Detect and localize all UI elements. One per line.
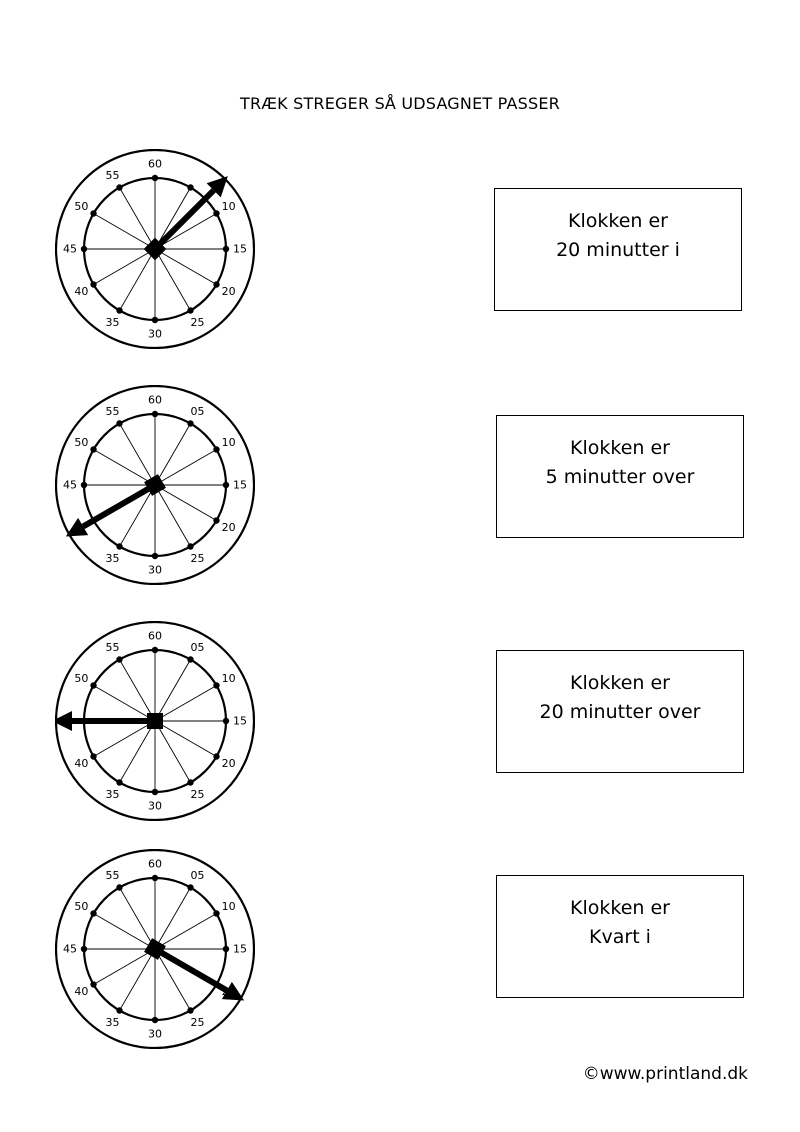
clock-label: 55 <box>105 640 120 654</box>
statement-box-2 <box>496 415 744 538</box>
clock-spoke <box>120 888 156 949</box>
clock-spoke <box>120 660 156 721</box>
clock-spoke <box>155 485 216 521</box>
clock-dot <box>223 246 229 252</box>
clock-4 <box>55 849 255 1049</box>
statement-line-2: 20 minutter i <box>556 239 680 261</box>
clock-label: 25 <box>190 1016 205 1030</box>
clock-spoke <box>155 721 216 757</box>
clock-hand-arrowhead <box>55 711 72 731</box>
clock-dot <box>81 246 87 252</box>
clock-label: 25 <box>190 316 205 330</box>
clock-label: 10 <box>221 200 236 213</box>
clock-label: 20 <box>221 285 236 298</box>
clock-dot <box>223 718 229 724</box>
clock-label: 10 <box>221 436 236 449</box>
statement-line-2: 20 minutter over <box>539 701 701 723</box>
clock-dot <box>116 420 122 426</box>
clock-label: 30 <box>148 799 162 813</box>
clock-spoke <box>94 914 155 950</box>
clock-label: 60 <box>148 393 162 407</box>
clock-dot <box>213 517 219 523</box>
clock-spoke <box>155 660 191 721</box>
clock-spoke <box>155 424 191 485</box>
clock-label: 25 <box>190 552 205 566</box>
statement-line-2: Kvart i <box>589 926 651 948</box>
clock-face-svg <box>55 621 255 821</box>
clock-face-svg <box>55 385 255 585</box>
clock-label: 60 <box>148 857 162 871</box>
clock-label: 25 <box>190 788 205 802</box>
clock-label: 55 <box>105 404 120 418</box>
copyright-footer: ©www.printland.dk <box>582 1064 748 1084</box>
statement-line-1: Klokken er <box>570 437 670 459</box>
clock-dot <box>187 779 193 785</box>
clock-dot <box>152 553 158 559</box>
clock-dot <box>116 779 122 785</box>
statement-line-1: Klokken er <box>570 672 670 694</box>
clock-label: 50 <box>74 200 89 213</box>
clock-dot <box>90 281 96 287</box>
clock-label: 20 <box>221 757 236 770</box>
clock-dot <box>213 210 219 216</box>
clock-label: 55 <box>105 868 120 882</box>
clock-dot <box>213 446 219 452</box>
clock-dot <box>116 884 122 890</box>
clock-label: 30 <box>148 1027 162 1041</box>
clock-dot <box>90 910 96 916</box>
clock-label: 45 <box>63 942 77 956</box>
clock-spoke <box>94 249 155 285</box>
clock-2 <box>55 385 255 585</box>
statement-line-1: Klokken er <box>568 210 668 232</box>
clock-dot <box>90 446 96 452</box>
clock-label: 35 <box>105 316 120 330</box>
clock-label: 05 <box>190 868 205 882</box>
clock-spoke <box>94 450 155 486</box>
worksheet-title: TRÆK STREGER SÅ UDSAGNET PASSER <box>240 94 560 113</box>
clock-spoke <box>155 914 216 950</box>
clock-dot <box>213 753 219 759</box>
clock-label: 60 <box>148 157 162 171</box>
clock-label: 05 <box>190 640 205 654</box>
clock-dot <box>152 875 158 881</box>
clock-spoke <box>120 249 156 310</box>
clock-dot <box>187 1007 193 1013</box>
clock-dot <box>152 1017 158 1023</box>
clock-dot <box>116 1007 122 1013</box>
clock-spoke <box>120 188 156 249</box>
clock-label: 35 <box>105 788 120 802</box>
clock-3 <box>55 621 255 821</box>
clock-label: 60 <box>148 629 162 643</box>
clock-spoke <box>155 450 216 486</box>
clock-spoke <box>94 214 155 250</box>
clock-label: 50 <box>74 900 89 913</box>
clock-label: 40 <box>74 757 89 770</box>
clock-spoke <box>94 949 155 985</box>
clock-dot <box>152 175 158 181</box>
clock-dot <box>90 210 96 216</box>
clock-dot <box>187 543 193 549</box>
clock-spoke <box>155 686 216 722</box>
clock-dot <box>90 981 96 987</box>
clock-label: 15 <box>233 242 247 256</box>
clock-dot <box>152 411 158 417</box>
clock-hand <box>155 190 214 249</box>
statement-line-1: Klokken er <box>570 897 670 919</box>
clock-dot <box>223 482 229 488</box>
clock-spoke <box>120 424 156 485</box>
clock-label: 20 <box>221 521 236 534</box>
clock-label: 50 <box>74 672 89 685</box>
clock-dot <box>116 307 122 313</box>
clock-label: 45 <box>63 478 77 492</box>
clock-dot <box>152 647 158 653</box>
clock-dot <box>116 656 122 662</box>
clock-hand <box>155 949 227 991</box>
clock-dot <box>213 682 219 688</box>
clock-dot <box>187 184 193 190</box>
clock-label: 15 <box>233 478 247 492</box>
clock-label: 30 <box>148 327 162 341</box>
clock-spoke <box>155 888 191 949</box>
clock-spoke <box>94 686 155 722</box>
clock-label: 40 <box>74 985 89 998</box>
clock-face-svg <box>55 149 255 349</box>
clock-face-svg <box>55 849 255 1049</box>
clock-dot <box>116 184 122 190</box>
clock-dot <box>187 420 193 426</box>
clock-label: 55 <box>105 168 120 182</box>
clock-dot <box>187 884 193 890</box>
clock-label: 10 <box>221 672 236 685</box>
clock-label: 35 <box>105 1016 120 1030</box>
clock-spoke <box>94 721 155 757</box>
clock-label: 40 <box>74 285 89 298</box>
clock-spoke <box>155 721 191 782</box>
clock-dot <box>81 482 87 488</box>
clock-label: 10 <box>221 900 236 913</box>
clock-label: 50 <box>74 436 89 449</box>
clock-spoke <box>120 721 156 782</box>
clock-1 <box>55 149 255 349</box>
clock-label: 45 <box>63 242 77 256</box>
clock-dot <box>152 789 158 795</box>
clock-label: 15 <box>233 942 247 956</box>
clock-dot <box>187 656 193 662</box>
clock-spoke <box>155 249 191 310</box>
clock-spoke <box>155 485 191 546</box>
clock-spoke <box>120 949 156 1010</box>
statement-line-2: 5 minutter over <box>545 466 695 488</box>
statement-box-3 <box>496 650 744 773</box>
clock-dot <box>223 946 229 952</box>
statement-box-1 <box>494 188 742 311</box>
clock-dot <box>116 543 122 549</box>
clock-dot <box>90 753 96 759</box>
clock-dot <box>213 910 219 916</box>
clock-spoke <box>155 249 216 285</box>
clock-dot <box>187 307 193 313</box>
clock-label: 35 <box>105 552 120 566</box>
clock-dot <box>152 317 158 323</box>
clock-dot <box>90 682 96 688</box>
clock-label: 15 <box>233 714 247 728</box>
clock-dot <box>213 281 219 287</box>
clock-label: 05 <box>190 404 205 418</box>
clock-hand <box>83 485 155 527</box>
clock-center-pivot <box>147 713 163 729</box>
clock-label: 30 <box>148 563 162 577</box>
clock-dot <box>81 946 87 952</box>
statement-box-4 <box>496 875 744 998</box>
